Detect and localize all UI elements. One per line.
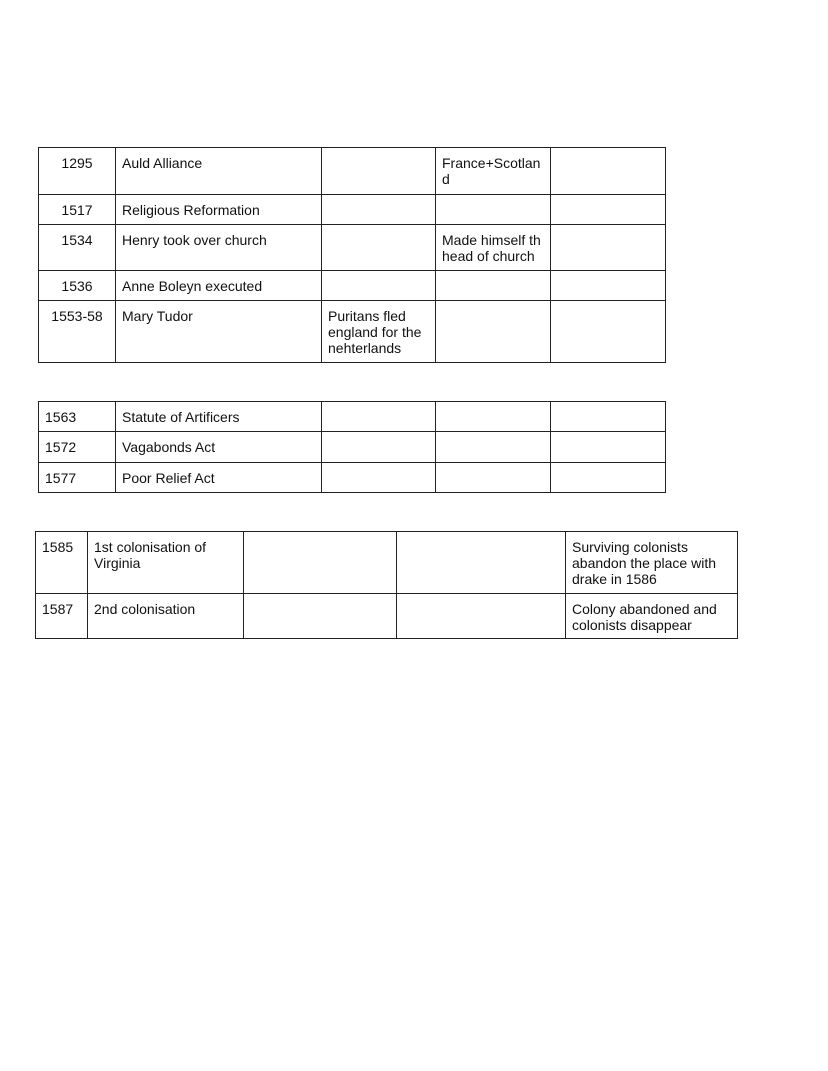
notes-cell: Puritans fled england for the nehterlands — [322, 301, 436, 363]
timeline-table-3 — [35, 531, 738, 639]
outcome-cell — [551, 195, 666, 225]
detail-cell — [397, 532, 566, 594]
notes-cell — [244, 532, 397, 594]
detail-cell — [436, 271, 551, 301]
year-cell: 1295 — [39, 148, 116, 195]
timeline-table-2 — [38, 401, 666, 493]
year-cell: 1563 — [39, 402, 116, 432]
outcome-cell — [551, 301, 666, 363]
outcome-cell — [551, 225, 666, 271]
notes-cell — [322, 463, 436, 493]
outcome-cell — [551, 271, 666, 301]
notes-cell — [244, 594, 397, 639]
notes-cell — [322, 432, 436, 463]
year-cell: 1585 — [36, 532, 88, 594]
detail-cell: Made himself th head of church — [436, 225, 551, 271]
event-cell: Henry took over church — [116, 225, 322, 271]
detail-cell: France+Scotlan d — [436, 148, 551, 195]
year-cell: 1553-58 — [39, 301, 116, 363]
outcome-cell — [551, 432, 666, 463]
event-cell: Anne Boleyn executed — [116, 271, 322, 301]
table-row — [39, 195, 666, 225]
detail-cell — [436, 402, 551, 432]
outcome-cell: Surviving colonists abandon the place with drake in 1586 — [566, 532, 738, 594]
notes-cell — [322, 225, 436, 271]
event-cell: Mary Tudor — [116, 301, 322, 363]
outcome-cell — [551, 148, 666, 195]
event-cell: 1st colonisation of Virginia — [88, 532, 244, 594]
timeline-table-1 — [38, 147, 666, 363]
table-row — [36, 532, 738, 594]
notes-cell — [322, 402, 436, 432]
notes-cell — [322, 195, 436, 225]
table-row — [36, 594, 738, 639]
event-cell: Poor Relief Act — [116, 463, 322, 493]
notes-cell — [322, 271, 436, 301]
notes-cell — [322, 148, 436, 195]
year-cell: 1577 — [39, 463, 116, 493]
year-cell: 1517 — [39, 195, 116, 225]
table-row — [39, 463, 666, 493]
table-row — [39, 402, 666, 432]
year-cell: 1534 — [39, 225, 116, 271]
year-cell: 1587 — [36, 594, 88, 639]
event-cell: Statute of Artificers — [116, 402, 322, 432]
table-row — [39, 301, 666, 363]
outcome-cell: Colony abandoned and colonists disappear — [566, 594, 738, 639]
event-cell: 2nd colonisation — [88, 594, 244, 639]
detail-cell — [397, 594, 566, 639]
detail-cell — [436, 301, 551, 363]
table-row — [39, 148, 666, 195]
event-cell: Auld Alliance — [116, 148, 322, 195]
detail-cell — [436, 432, 551, 463]
table-row — [39, 432, 666, 463]
table-row — [39, 225, 666, 271]
year-cell: 1536 — [39, 271, 116, 301]
event-cell: Religious Reformation — [116, 195, 322, 225]
detail-cell — [436, 463, 551, 493]
event-cell: Vagabonds Act — [116, 432, 322, 463]
table-row — [39, 271, 666, 301]
outcome-cell — [551, 402, 666, 432]
year-cell: 1572 — [39, 432, 116, 463]
outcome-cell — [551, 463, 666, 493]
detail-cell — [436, 195, 551, 225]
